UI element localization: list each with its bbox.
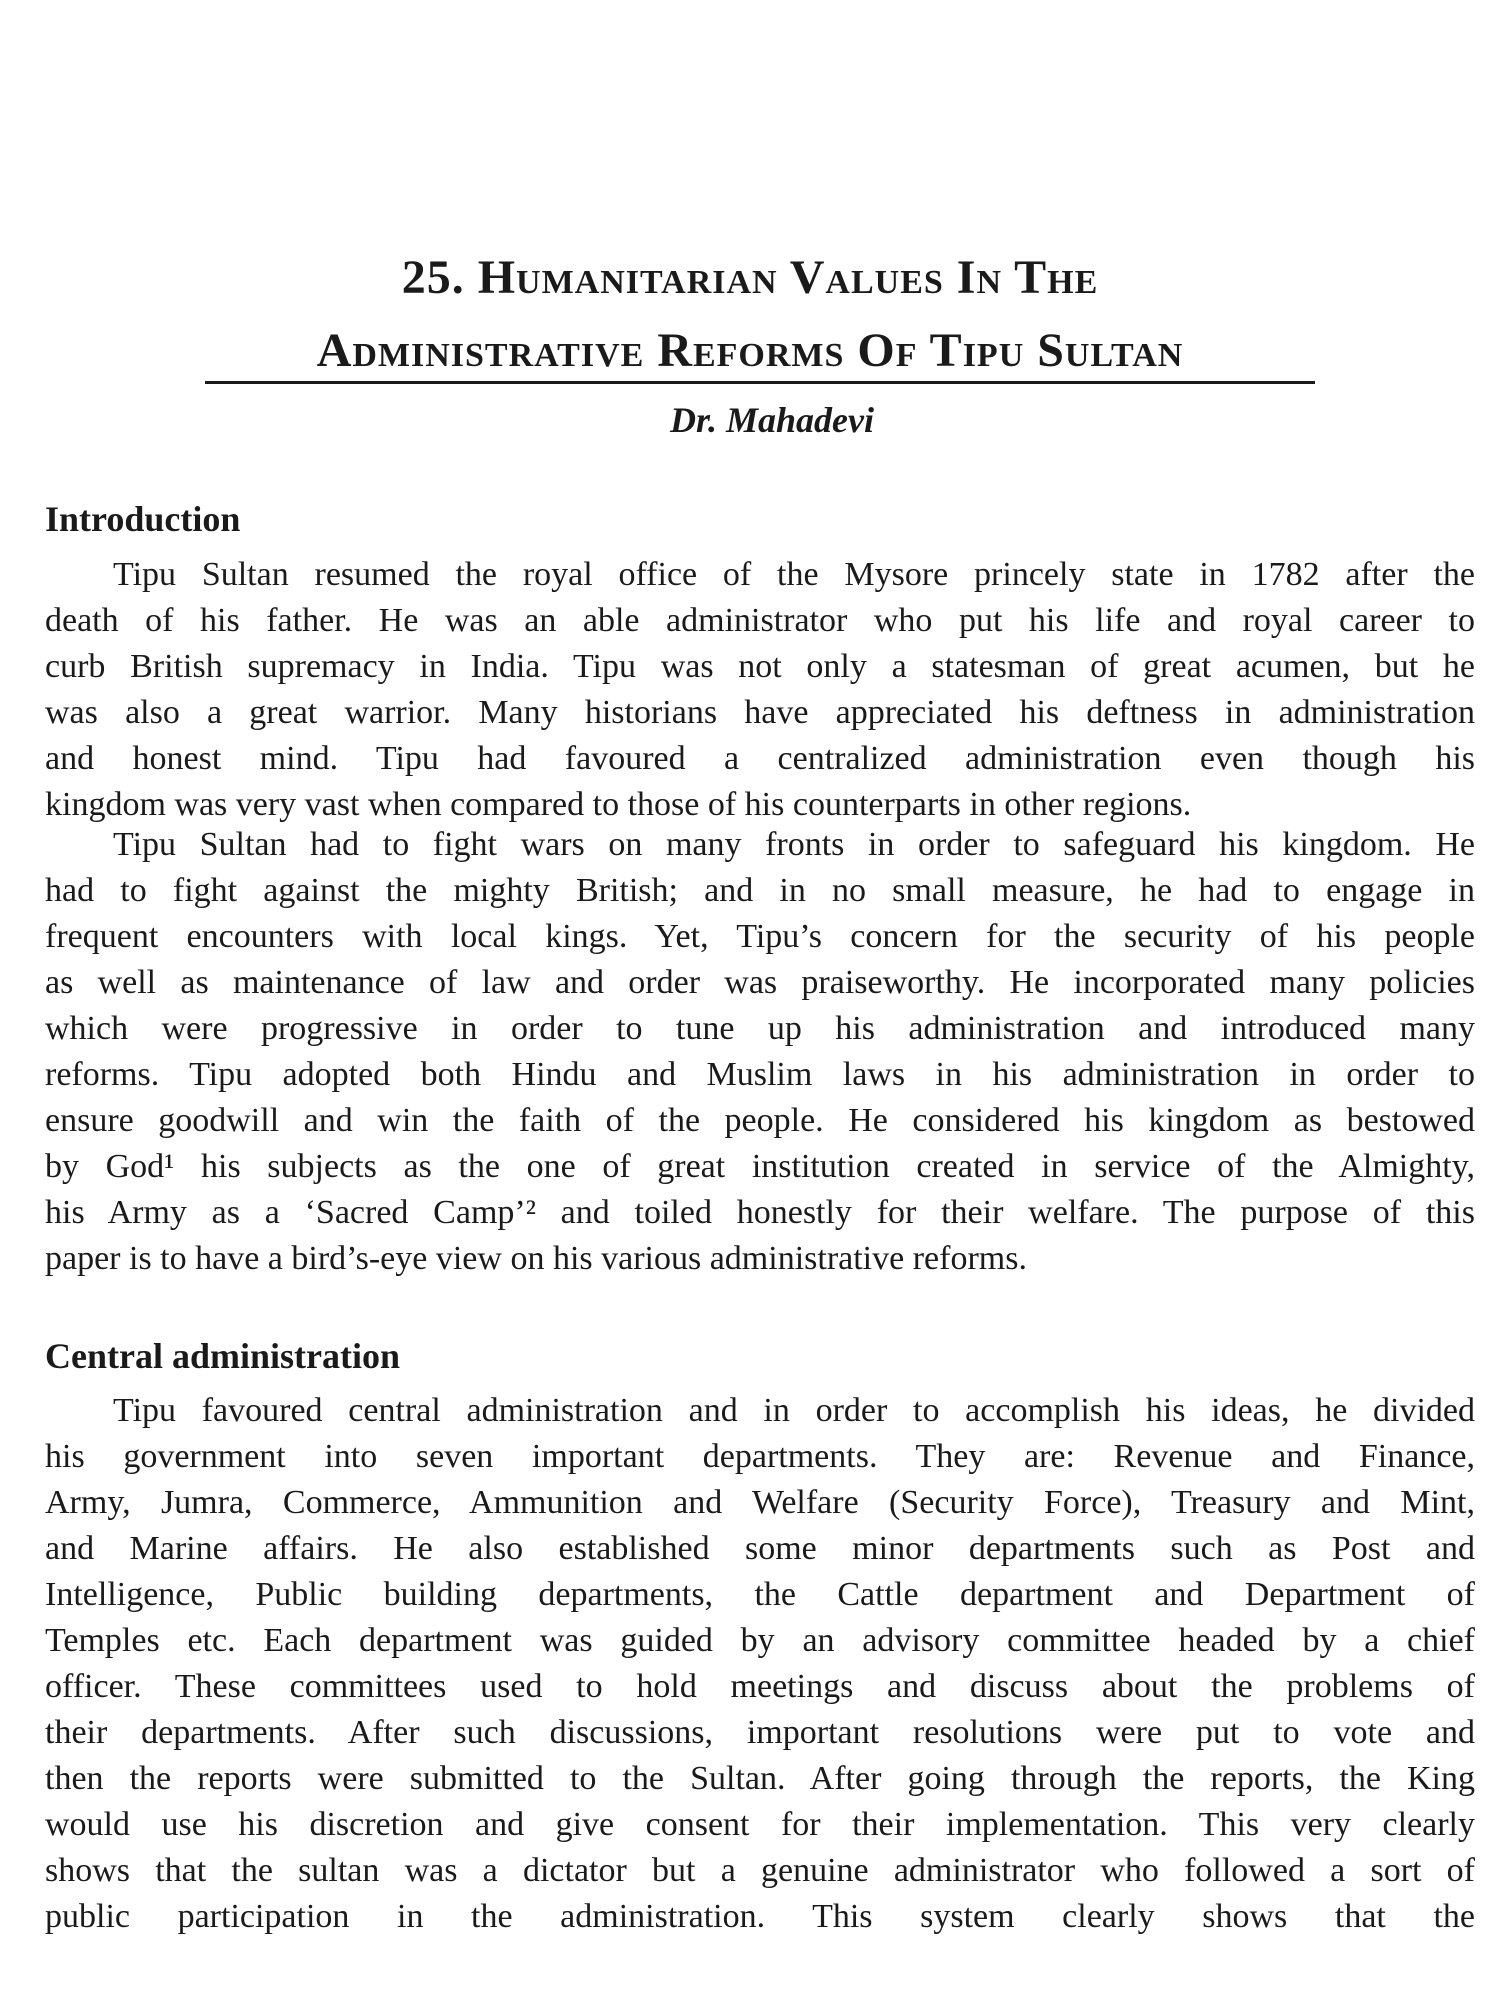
chapter-title-line-2: Administrative Reforms Of Tipu Sultan (316, 324, 1184, 377)
text-line: ensure goodwill and win the faith of the people. He considered his kingdom as bestowed (45, 1102, 1475, 1139)
text-line: would use his discretion and give consent for their implementation. This very clearly (45, 1806, 1475, 1843)
text-line: his government into seven important departments. They are: Revenue and Finance, (45, 1438, 1475, 1475)
section-heading-introduction: Introduction (45, 499, 241, 539)
text-line: curb British supremacy in India. Tipu was not only a statesman of great acumen, but he (45, 648, 1475, 685)
text-line: then the reports were submitted to the Sultan. After going through the reports, the King (45, 1760, 1475, 1797)
text-line: Tipu favoured central administration and in order to accomplish his ideas, he divided (113, 1392, 1475, 1429)
text-line: paper is to have a bird’s-eye view on his various administrative reforms. (45, 1240, 1027, 1277)
text-line: shows that the sultan was a dictator but a genuine administrator who followed a sort of (45, 1852, 1475, 1889)
text-line: Tipu Sultan resumed the royal office of the Mysore princely state in 1782 after the (113, 556, 1475, 593)
text-line: death of his father. He was an able administrator who put his life and royal career to (45, 602, 1475, 639)
text-line: kingdom was very vast when compared to those of his counterparts in other regions. (45, 786, 1192, 823)
text-line: officer. These committees used to hold meetings and discuss about the problems of (45, 1668, 1475, 1705)
text-line: and honest mind. Tipu had favoured a centralized administration even though his (45, 740, 1475, 777)
author-name: Dr. Mahadevi (670, 400, 875, 440)
paragraph-intro-1 (45, 552, 1475, 828)
text-line: which were progressive in order to tune up his administration and introduced many (45, 1010, 1475, 1047)
paragraph-intro-2 (45, 822, 1475, 1282)
text-line: reforms. Tipu adopted both Hindu and Muslim laws in his administration in order to (45, 1056, 1475, 1093)
text-line: by God¹ his subjects as the one of great institution created in service of the Almighty, (45, 1148, 1475, 1185)
text-line: his Army as a ‘Sacred Camp’² and toiled honestly for their welfare. The purpose of this (45, 1194, 1475, 1231)
chapter-title-line-1: 25. Humanitarian Values In The (401, 251, 1099, 304)
text-line: and Marine affairs. He also established some minor departments such as Post and (45, 1530, 1475, 1567)
text-line: Intelligence, Public building departments, the Cattle department and Department of (45, 1576, 1475, 1613)
text-line: Tipu Sultan had to fight wars on many fronts in order to safeguard his kingdom. He (113, 826, 1475, 863)
title-underline (205, 381, 1315, 384)
text-line: was also a great warrior. Many historians have appreciated his deftness in administration (45, 694, 1475, 731)
text-line: public participation in the administration. This system clearly shows that the (45, 1898, 1475, 1935)
text-line: had to fight against the mighty British; and in no small measure, he had to engage in (45, 872, 1475, 909)
text-line: as well as maintenance of law and order was praiseworthy. He incorporated many policies (45, 964, 1475, 1001)
text-line: their departments. After such discussions, important resolutions were put to vote and (45, 1714, 1475, 1751)
text-line: frequent encounters with local kings. Yet, Tipu’s concern for the security of his people (45, 918, 1475, 955)
paragraph-central-1 (45, 1388, 1475, 1940)
text-line: Temples etc. Each department was guided by an advisory committee headed by a chief (45, 1622, 1475, 1659)
text-line: Army, Jumra, Commerce, Ammunition and Welfare (Security Force), Treasury and Mint, (45, 1484, 1475, 1521)
section-heading-central-administration: Central administration (45, 1336, 400, 1376)
